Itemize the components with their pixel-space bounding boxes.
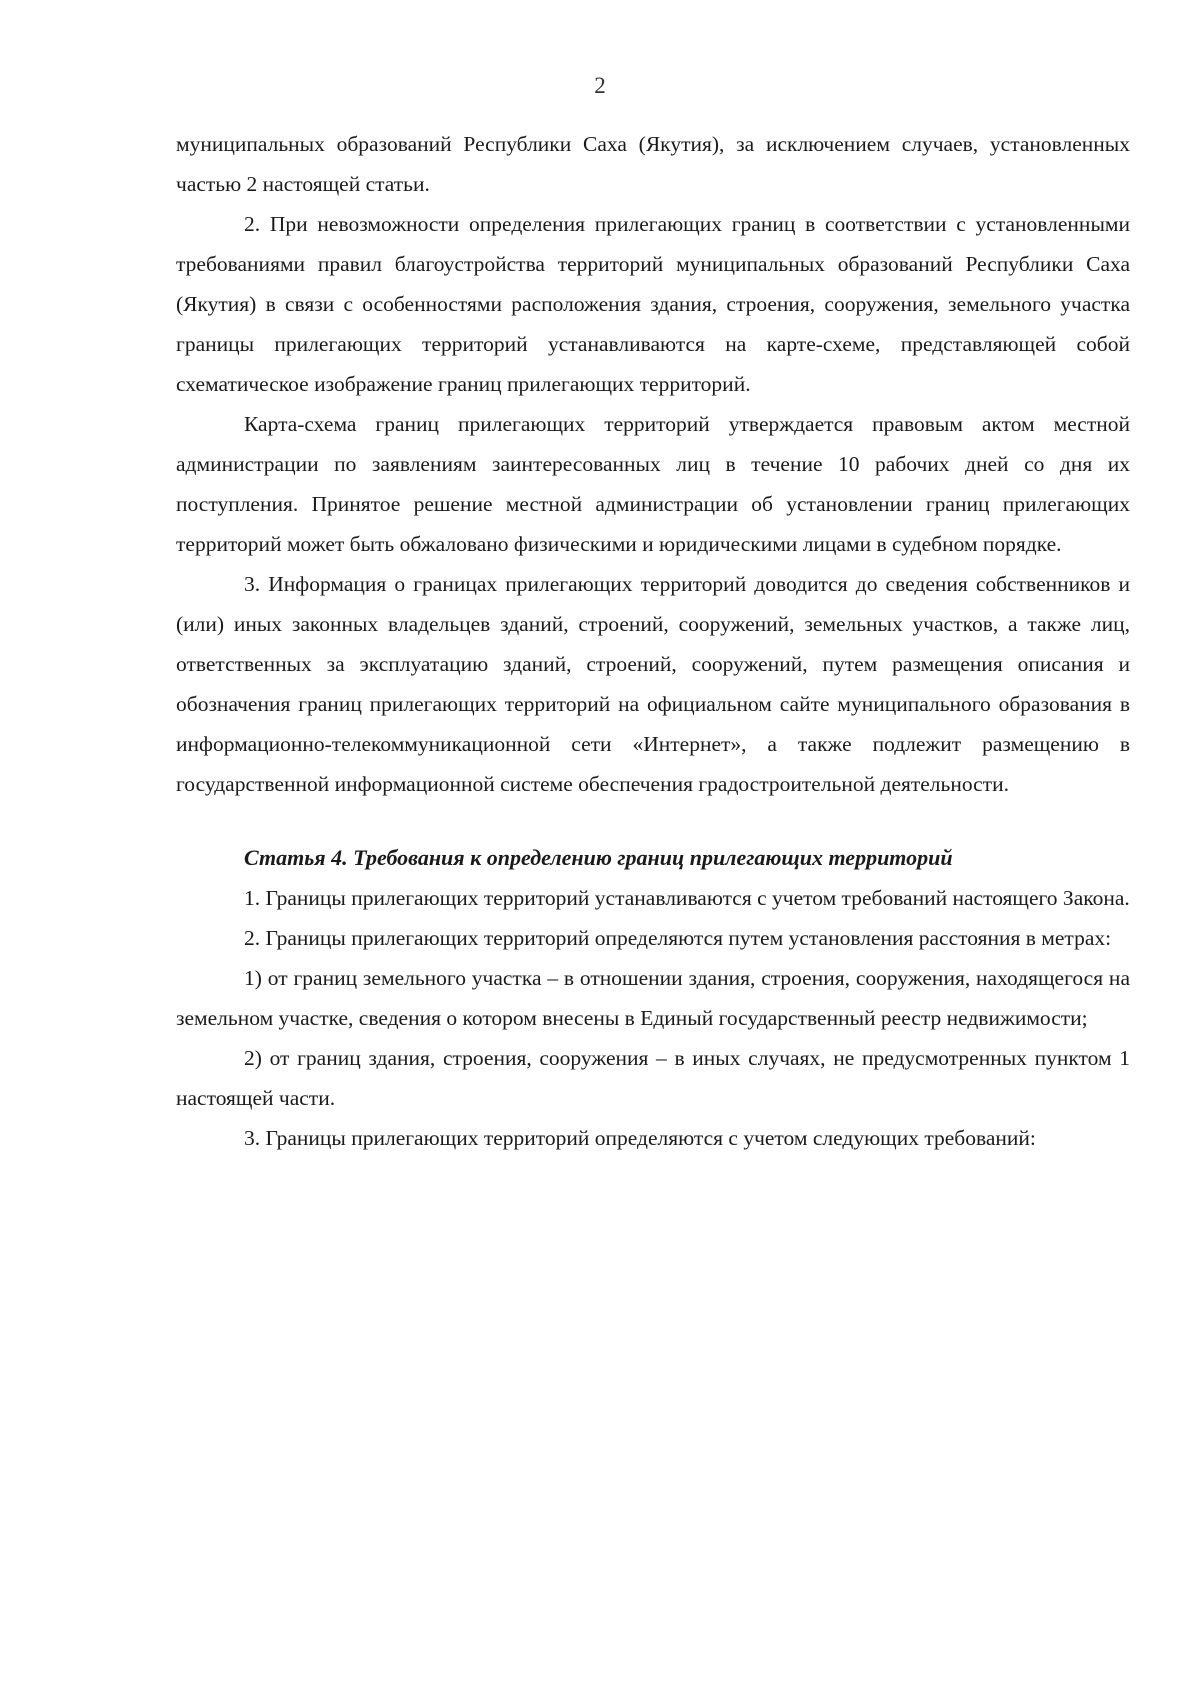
- paragraph-subitem-2: 2) от границ здания, строения, сооружения – в иных случаях, не предусмотренных пунктом 1 настоящей части.: [176, 1046, 1130, 1110]
- paragraph-item-2: 2. При невозможности определения прилегающих границ в соответствии с установленными требованиями правил благоустройства территорий муниципальных образований Республики Саха (Якутия) в связи с особенностями расположения здания, строения, сооружения, земельного участка границы прилегающих территорий устанавливаются на карте-схеме, представляющей собой схематическое изображение границ прилегающих территорий.: [176, 212, 1130, 396]
- paragraph-continuation: муниципальных образований Республики Саха (Якутия), за исключением случаев, установленных частью 2 настоящей статьи.: [176, 132, 1130, 196]
- paragraph-item-3: 3. Информация о границах прилегающих территорий доводится до сведения собственников и (или) иных законных владельцев зданий, строений, сооружений, земельных участков, а также лиц, ответственных за эксплуатацию зданий, строений, сооружений, путем размещения описания и обозначения границ прилегающих территорий на официальном сайте муниципального образования в информационно-телекоммуникационной сети «Интернет», а также подлежит размещению в государственной информационной системе обеспечения градостроительной деятельности.: [176, 572, 1130, 796]
- paragraph-map-scheme: Карта-схема границ прилегающих территорий утверждается правовым актом местной администрации по заявлениям заинтересованных лиц в течение 10 рабочих дней со дня их поступления. Принятое решение местной администрации об установлении границ прилегающих территорий может быть обжаловано физическими и юридическими лицами в судебном порядке.: [176, 412, 1130, 556]
- paragraph-article4-item-2: 2. Границы прилегающих территорий определяются путем установления расстояния в метрах:: [244, 926, 1112, 950]
- article-heading: Статья 4. Требования к определению границ прилегающих территорий: [244, 845, 953, 870]
- paragraph-article4-item-1: 1. Границы прилегающих территорий устанавливаются с учетом требований настоящего Закона.: [244, 886, 1130, 910]
- paragraph-subitem-1: 1) от границ земельного участка – в отношении здания, строения, сооружения, находящегося на земельном участке, сведения о котором внесены в Единый государственный реестр недвижимости;: [176, 966, 1130, 1030]
- paragraph-article4-item-3: 3. Границы прилегающих территорий определяются с учетом следующих требований:: [244, 1126, 1036, 1150]
- page-number: 2: [594, 73, 606, 98]
- document-body: [176, 124, 1130, 1158]
